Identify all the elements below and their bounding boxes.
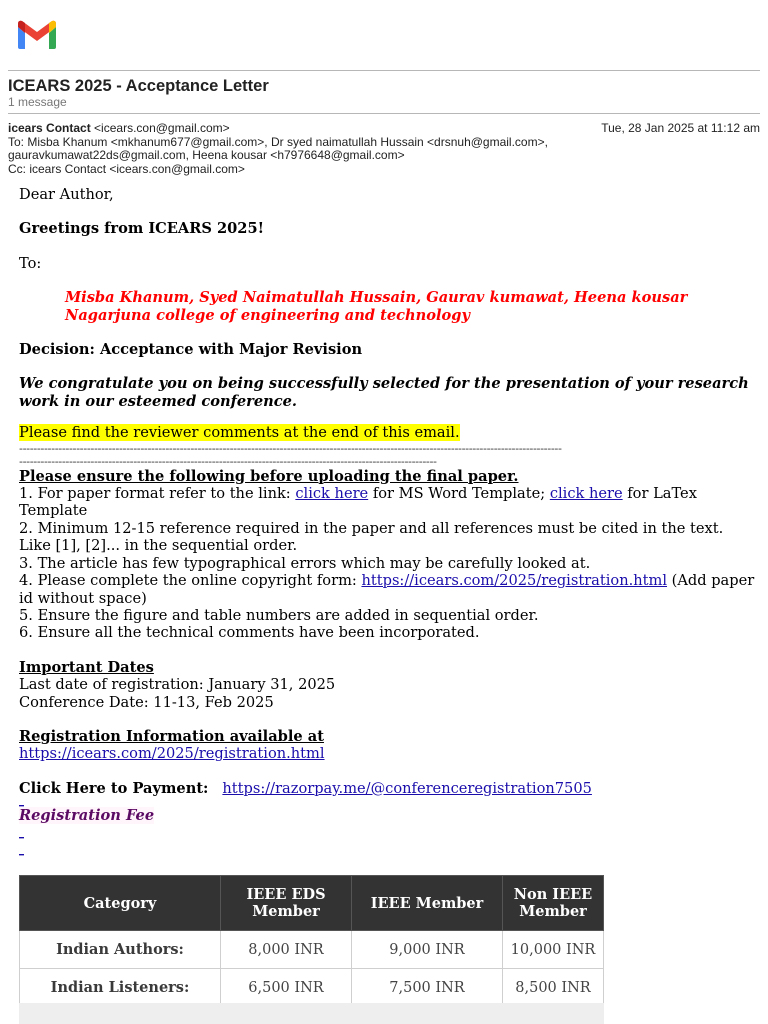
table-row (20, 969, 604, 1007)
blank-link-1[interactable]: _ (19, 796, 24, 808)
blank-link-2[interactable]: _ (19, 827, 24, 839)
header-non-ieee-member: Non IEEE Member (503, 876, 604, 931)
payment-link[interactable]: https://razorpay.me/@conferenceregistration7505 (222, 779, 592, 797)
header-ieee-eds-member: IEEE EDS Member (221, 876, 352, 931)
greeting: Greetings from ICEARS 2025! (19, 220, 265, 238)
item-4: 4. Please complete the online copyright form: https://icears.com/2025/registration.html (Add paper id without space) (19, 572, 755, 607)
fee-cell: 6,500 INR (221, 969, 352, 1007)
header-divider (8, 70, 760, 72)
registration-fee-heading: Registration Fee (19, 807, 155, 825)
last-registration-date: Last date of registration: January 31, 2025 (19, 676, 336, 694)
author-names: Misba Khanum, Syed Naimatullah Hussain, Gaurav kumawat, Heena kousar (65, 289, 688, 307)
item-5: 5. Ensure the figure and table numbers are added in sequential order. (19, 606, 539, 624)
dashed-separator-1: -------------------------------------------------------------------------------------------------------------------------------------------------------- (19, 441, 562, 455)
email-date: Tue, 28 Jan 2025 at 11:12 am (601, 121, 760, 135)
reviewer-note: Please find the reviewer comments at the end of this email. (19, 424, 460, 442)
fee-cell: 9,000 INR (352, 931, 503, 969)
registration-fee-table (19, 875, 604, 1007)
fee-cell: 8,000 INR (221, 931, 352, 969)
email-subject: ICEARS 2025 - Acceptance Letter (8, 77, 269, 95)
sender-name: icears Contact (8, 121, 91, 135)
blank-link-3[interactable]: _ (19, 844, 24, 856)
item-6: 6. Ensure all the technical comments have been incorporated. (19, 624, 480, 642)
email-header (8, 122, 760, 176)
salutation: Dear Author, (19, 186, 114, 203)
congratulation-text: We congratulate you on being successfully selected for the presentation of your research work in our esteemed conference. (19, 375, 749, 410)
item-3: 3. The article has few typographical errors which may be carefully looked at. (19, 554, 591, 572)
registration-info-heading: Registration Information available at (19, 727, 324, 745)
email-body (19, 186, 759, 859)
header-ieee-member: IEEE Member (352, 876, 503, 931)
fee-table-footer (19, 1003, 604, 1024)
table-row (20, 931, 604, 969)
message-count: 1 message (8, 95, 67, 109)
registration-info-link[interactable]: https://icears.com/2025/registration.html (19, 745, 325, 763)
fee-cell: 10,000 INR (503, 931, 604, 969)
gmail-logo-icon (16, 18, 58, 50)
sender-address: <icears.con@gmail.com> (94, 121, 230, 135)
conference-date: Conference Date: 11-13, Feb 2025 (19, 693, 274, 711)
fee-cell: 8,500 INR (503, 969, 604, 1007)
college-name: Nagarjuna college of engineering and technology (65, 306, 470, 324)
to-line-2: gauravkumawat22ds@gmail.com, Heena kousar <h7976648@gmail.com> (8, 148, 405, 162)
fee-table-header-row (20, 876, 604, 931)
to-label: To: (19, 254, 42, 272)
payment-label: Click Here to Payment: (19, 779, 209, 797)
category-cell: Indian Listeners: (20, 969, 221, 1007)
important-dates-heading: Important Dates (19, 658, 154, 676)
item-1: 1. For paper format refer to the link: click here for MS Word Template; click here for LaTex Template (19, 485, 697, 520)
ensure-heading: Please ensure the following before uploading the final paper. (19, 467, 519, 485)
copyright-form-link[interactable]: https://icears.com/2025/registration.html (361, 572, 668, 590)
to-line-1: To: Misba Khanum <mkhanum677@gmail.com>, Dr syed naimatullah Hussain <drsnuh@gmail.com>, (8, 134, 548, 149)
category-cell: Indian Authors: (20, 931, 221, 969)
subject-divider (8, 113, 760, 115)
cc-line: Cc: icears Contact <icears.con@gmail.com> (8, 161, 245, 176)
item-2: 2. Minimum 12-15 reference required in the paper and all references must be cited in the text. Like [1], [2]... in the sequential order. (19, 519, 724, 555)
dashed-separator-2: --------------------------------------------------------------------------------------------------------------------- (19, 454, 437, 468)
fee-cell: 7,500 INR (352, 969, 503, 1007)
decision: Decision: Acceptance with Major Revision (19, 341, 363, 359)
latex-template-link[interactable]: click here (549, 485, 623, 503)
header-category: Category (20, 876, 221, 931)
word-template-link[interactable]: click here (295, 485, 369, 503)
